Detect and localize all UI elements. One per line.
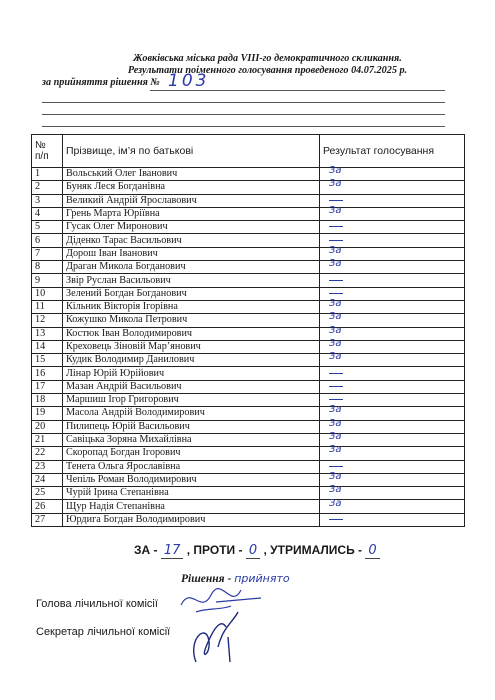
vote-mark: За: [329, 178, 342, 190]
vote-mark: За: [329, 324, 342, 336]
decision-value: прийнято: [234, 572, 290, 585]
table-row: [32, 287, 465, 300]
proty-label: , ПРОТИ -: [186, 543, 243, 557]
table-row: [32, 234, 465, 247]
table-row: [32, 460, 465, 473]
doc-title-line2: Результати поіменного голосування проведеного 04.07.2025 р.: [127, 65, 408, 76]
row-name: Зелений Богдан Богданович: [63, 287, 320, 300]
table-row: [32, 274, 465, 287]
table-body: [32, 165, 465, 527]
row-vote: [320, 351, 465, 367]
vote-dash: [329, 293, 343, 294]
table-row: [32, 394, 465, 407]
vote-dash: [329, 399, 343, 400]
row-name: Грень Марта Юріївна: [63, 207, 320, 220]
row-number: 17: [32, 380, 63, 393]
row-vote: [320, 513, 465, 526]
vote-dash: [329, 466, 343, 467]
row-name: Щур Надія Степанівна: [63, 500, 320, 513]
table-row: [32, 473, 465, 486]
row-name: Юрдига Богдан Володимирович: [63, 513, 320, 526]
row-number: 13: [32, 327, 63, 340]
row-name: Чепіль Роман Володимирович: [63, 473, 320, 486]
vote-mark: За: [329, 417, 342, 429]
table-row: [32, 314, 465, 327]
row-number: 25: [32, 487, 63, 500]
row-name: Скоропад Богдан Ігорович: [63, 447, 320, 460]
row-name: Дорош Іван Іванович: [63, 247, 320, 260]
row-name: Мазан Андрій Васильович: [63, 380, 320, 393]
row-vote: [320, 178, 465, 194]
table-row: [32, 354, 465, 367]
vote-dash: [329, 386, 343, 387]
doc-title-line1: Жовківська міська рада VIII-го демократичного скликання.: [133, 53, 402, 64]
row-vote: [320, 497, 465, 513]
row-vote: [320, 367, 465, 380]
row-number: 6: [32, 234, 63, 247]
vote-dash: [329, 240, 343, 241]
row-number: 18: [32, 394, 63, 407]
table-row: [32, 327, 465, 340]
table-row: [32, 433, 465, 446]
col-header-number: № п/п: [32, 135, 63, 168]
row-number: 26: [32, 500, 63, 513]
row-number: 11: [32, 300, 63, 313]
row-name: Масола Андрій Володимирович: [63, 407, 320, 420]
table-row: [32, 420, 465, 433]
row-name: Буняк Леся Богданівна: [63, 181, 320, 194]
row-number: 7: [32, 247, 63, 260]
vote-mark: За: [329, 484, 342, 496]
blank-line-1: [42, 102, 445, 103]
za-label: ЗА -: [134, 543, 158, 557]
table-row: [32, 500, 465, 513]
vote-mark: За: [329, 311, 342, 323]
row-number: 24: [32, 473, 63, 486]
row-number: 1: [32, 168, 63, 181]
secretary-label: Секретар лічильної комісії: [36, 626, 171, 638]
row-vote: [320, 258, 465, 274]
decision-number: 103: [168, 71, 210, 91]
row-name: Великий Андрій Ярославович: [63, 194, 320, 207]
table-row: [32, 181, 465, 194]
table-row: [32, 340, 465, 353]
row-number: 14: [32, 340, 63, 353]
table-row: [32, 261, 465, 274]
row-name: Кудик Володимир Данилович: [63, 354, 320, 367]
table-row: [32, 487, 465, 500]
row-number: 5: [32, 221, 63, 234]
table-row: [32, 300, 465, 313]
vote-dash: [329, 226, 343, 227]
row-vote: [320, 380, 465, 393]
table-header-row: [32, 135, 465, 168]
secretary-signature: [178, 607, 248, 675]
col-header-result: Результат голосування: [320, 135, 465, 168]
row-name: Драган Микола Богданович: [63, 261, 320, 274]
row-name: Лінар Юрій Юрійович: [63, 367, 320, 380]
row-name: Костюк Іван Володимирович: [63, 327, 320, 340]
table-row: [32, 380, 465, 393]
row-number: 8: [32, 261, 63, 274]
row-number: 22: [32, 447, 63, 460]
row-name: Кожушко Микола Петрович: [63, 314, 320, 327]
vote-mark: За: [329, 258, 342, 270]
vote-dash: [329, 200, 343, 201]
utrym-label: , УТРИМАЛИСЬ -: [263, 543, 363, 557]
row-name: Креховець Зіновій Мар’янович: [63, 340, 320, 353]
row-number: 23: [32, 460, 63, 473]
blank-line-2: [42, 114, 445, 115]
row-name: Пилипець Юрій Васильович: [63, 420, 320, 433]
vote-mark: За: [329, 205, 342, 217]
vote-mark: За: [329, 444, 342, 456]
table-row: [32, 194, 465, 207]
table-row: [32, 247, 465, 260]
table-row: [32, 447, 465, 460]
vote-summary: [134, 543, 380, 558]
row-name: Гусак Олег Миронович: [63, 221, 320, 234]
row-name: Маршиш Ігор Григорович: [63, 394, 320, 407]
table-row: [32, 207, 465, 220]
row-number: 21: [32, 433, 63, 446]
vote-mark: За: [329, 244, 342, 256]
vote-mark: За: [329, 351, 342, 363]
table-row: [32, 407, 465, 420]
row-number: 4: [32, 207, 63, 220]
blank-line-3: [42, 126, 445, 127]
utrym-value: 0: [365, 543, 379, 559]
row-number: 10: [32, 287, 63, 300]
row-number: 3: [32, 194, 63, 207]
vote-dash: [329, 519, 343, 520]
underline-decision: [150, 90, 445, 91]
row-vote: [320, 274, 465, 287]
row-number: 19: [32, 407, 63, 420]
table-row: [32, 513, 465, 526]
row-name: Кільник Вікторія Ігорівна: [63, 300, 320, 313]
decision-label: Рішення -: [181, 573, 232, 585]
vote-mark: За: [329, 298, 342, 310]
row-number: 27: [32, 513, 63, 526]
row-number: 2: [32, 181, 63, 194]
vote-mark: За: [329, 404, 342, 416]
row-name: Савіцька Зоряна Михайлівна: [63, 433, 320, 446]
table-row: [32, 221, 465, 234]
za-value: 17: [161, 543, 184, 559]
row-name: Звір Руслан Васильович: [63, 274, 320, 287]
vote-mark: За: [329, 338, 342, 349]
vote-mark: За: [329, 165, 342, 177]
vote-mark: За: [329, 470, 342, 482]
row-number: 9: [32, 274, 63, 287]
vote-dash: [329, 373, 343, 374]
row-name: Вольський Олег Іванович: [63, 168, 320, 181]
row-vote: [320, 207, 465, 220]
col-header-name: Прізвище, ім’я по батькові: [63, 135, 320, 168]
row-name: Тенета Ольга Ярославівна: [63, 460, 320, 473]
doc-title-line3: за прийняття рішення №: [42, 77, 160, 88]
proty-value: 0: [246, 543, 260, 559]
row-name: Чурій Ірина Степанівна: [63, 487, 320, 500]
row-number: 16: [32, 367, 63, 380]
head-label: Голова лічильної комісії: [36, 598, 158, 610]
row-name: Діденко Тарас Васильович: [63, 234, 320, 247]
vote-dash: [329, 280, 343, 281]
vote-mark: За: [329, 497, 342, 509]
row-number: 20: [32, 420, 63, 433]
row-vote: [320, 221, 465, 234]
row-number: 12: [32, 314, 63, 327]
row-vote: [320, 444, 465, 460]
table-row: [32, 367, 465, 380]
voting-table: [31, 134, 465, 527]
row-number: 15: [32, 354, 63, 367]
table-row: [32, 168, 465, 181]
vote-mark: За: [329, 431, 342, 443]
